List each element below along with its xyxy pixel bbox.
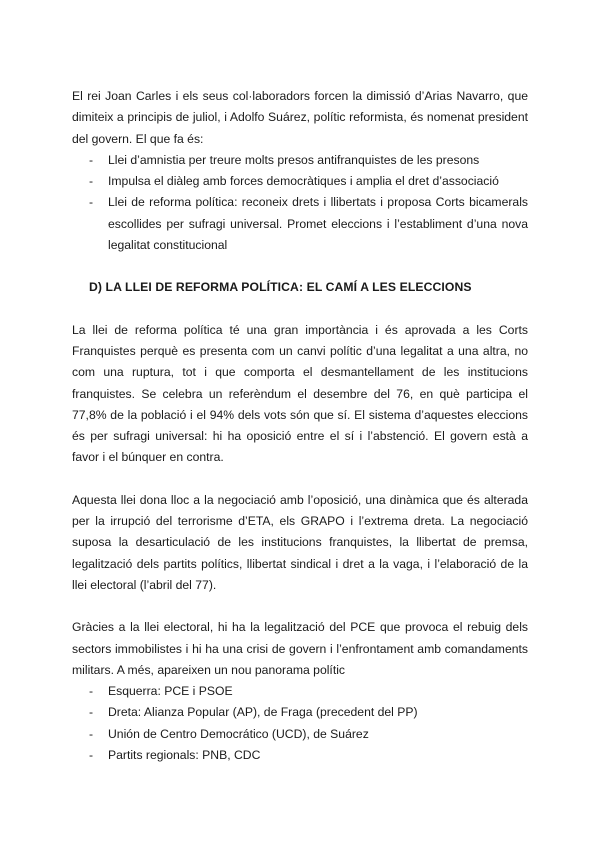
list-item-text: Esquerra: PCE i PSOE: [108, 684, 233, 699]
spacer: [72, 299, 528, 320]
list-item: [72, 171, 528, 192]
list-item-text: Dreta: Alianza Popular (AP), de Fraga (precedent del PP): [108, 705, 418, 720]
list-item: [72, 150, 528, 171]
section1-intro: El rei Joan Carles i els seus col·laboradors forcen la dimissió d’Arias Navarro, que dimiteix a principis de juliol, i Adolfo Suárez, polític reformista, és nomenat president del govern. El que fa és:: [72, 89, 528, 146]
list-item: [72, 724, 528, 745]
bullet-dash: -: [89, 684, 94, 699]
paragraph-negociacio: Aquesta llei dona lloc a la negociació amb l’oposició, una dinàmica que és alterada per la irrupció del terrorisme d’ETA, els GRAPO i l’extrema dreta. La negociació suposa la desarticulació de les institucions franquistes, la llibertat de premsa, legalització dels partits polítics, llibertat sindical i dret a la vaga, i l’elaboració de la llei electoral (l’abril del 77).: [72, 492, 528, 592]
spacer: [72, 469, 528, 490]
list-item-text: Llei d’amnistia per treure molts presos antifranquistes de les presons: [108, 152, 480, 167]
section-heading: D) LA LLEI DE REFORMA POLÍTICA: EL CAMÍ A LES ELECCIONS: [89, 280, 472, 295]
list-item: [72, 745, 528, 766]
bullet-dash: -: [89, 726, 94, 741]
spacer: [72, 256, 528, 277]
list-item: [72, 681, 528, 702]
section4-intro: Gràcies a la llei electoral, hi ha la legalització del PCE que provoca el rebuig dels sectors immobilistes i hi ha una crisi de govern i l’enfrontament amb comandaments militars. A més, apareixen un nou panorama polític: [72, 620, 528, 677]
bullet-dash: -: [89, 748, 94, 763]
section4-list: [72, 681, 528, 766]
bullet-dash: -: [89, 195, 94, 210]
list-item-text: Partits regionals: PNB, CDC: [108, 748, 261, 763]
bullet-dash: -: [89, 705, 94, 720]
section1-list: [72, 150, 528, 256]
bullet-dash: -: [89, 174, 94, 189]
spacer: [72, 596, 528, 617]
list-item: [72, 702, 528, 723]
list-item: [72, 192, 528, 256]
paragraph-reforma: La llei de reforma política té una gran importància i és aprovada a les Corts Franquistes perquè es presenta com un canvi polític d’una legalitat a una altra, no com una ruptura, tot i que comporta el desmantellament de les institucions franquistes. Se celebra un referèndum el desembre del 76, en què participa el 77,8% de la població i el 94% dels vots són que sí. El sistema d’aquestes eleccions és per sufragi universal: hi ha oposició entre el sí i l’abstenció. El govern està a favor i el búnquer en contra.: [72, 322, 528, 465]
document-page: [72, 86, 528, 766]
list-item-text: Impulsa el diàleg amb forces democràtiques i amplia el dret d’associació: [108, 174, 499, 189]
list-item-text: Unión de Centro Democrático (UCD), de Suárez: [108, 726, 369, 741]
bullet-dash: -: [89, 152, 94, 167]
list-item-text: Llei de reforma política: reconeix drets i llibertats i proposa Corts bicamerals escollides per sufragi universal. Promet eleccions i l’establiment d’una nova legalitat constitucional: [108, 195, 528, 253]
